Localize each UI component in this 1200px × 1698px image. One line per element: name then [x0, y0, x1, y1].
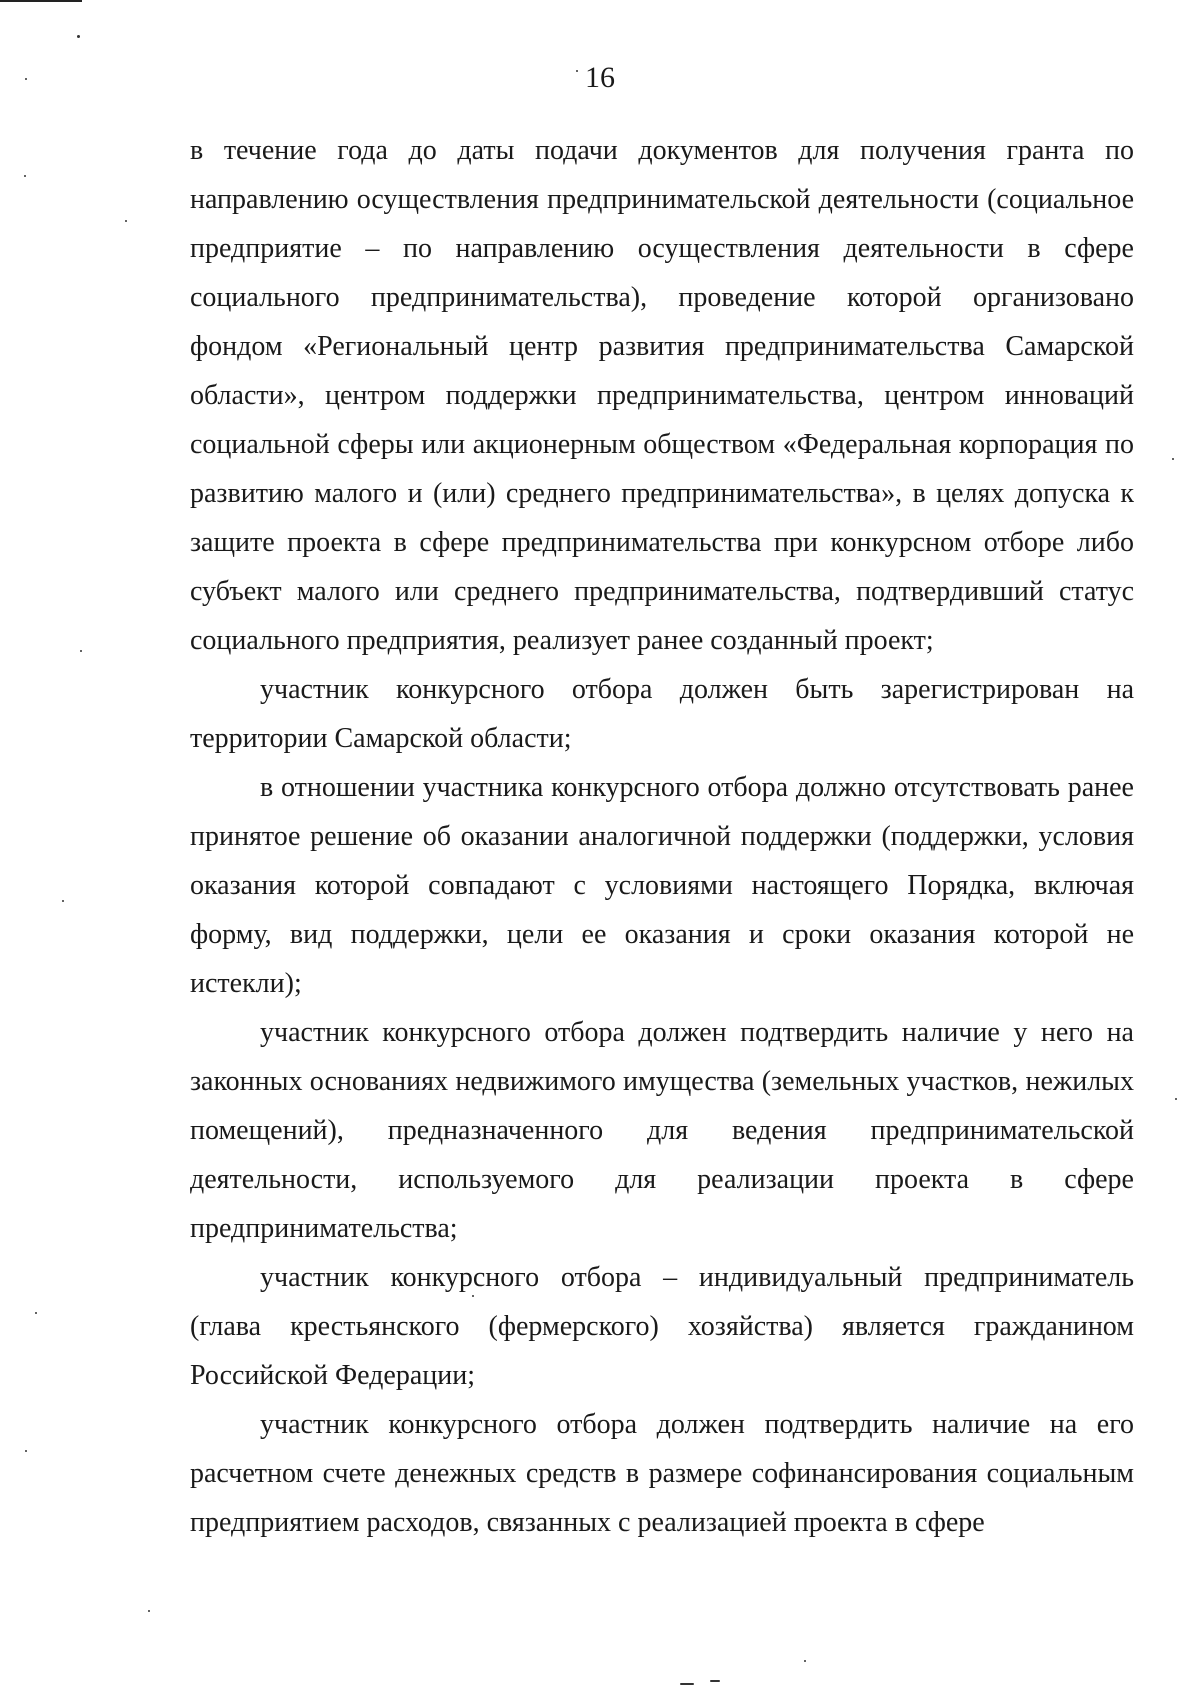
- paragraph: участник конкурсного отбора должен быть зарегистрирован на территории Самарской области;: [190, 674, 1134, 754]
- paragraph: участник конкурсного отбора должен подтвердить наличие у него на законных основаниях недвижимого имущества (земельных участков, нежилых помещений), предназначенного для ведения предпринимательской деятельности, используемого для реализации проекта в сфере предпринимательства;: [190, 1017, 1134, 1244]
- paragraph: в отношении участника конкурсного отбора должно отсутствовать ранее принятое решение об оказании аналогичной поддержки (поддержки, условия оказания которой совпадают с условиями настоящего Порядка, включая форму, вид поддержки, цели ее оказания и сроки оказания которой не истекли);: [190, 772, 1134, 999]
- scan-edge-line: [0, 0, 82, 2]
- paragraph: участник конкурсного отбора должен подтвердить наличие на его расчетном счете денежных средств в размере софинансирования социальным предприятием расходов, связанных с реализацией проекта в сфере: [190, 1409, 1134, 1538]
- page-number: 16: [585, 61, 615, 94]
- paragraph: в течение года до даты подачи документов для получения гранта по направлению осуществления предпринимательской деятельности (социальное предприятие – по направлению осуществления деятельности в сфере социального предпринимательства), проведение которой организовано фондом «Региональный центр развития предпринимательства Самарской области», центром поддержки предпринимательства, центром инноваций социальной сферы или акционерным обществом «Федеральная корпорация по развитию малого и (или) среднего предпринимательства», в целях допуска к защите проекта в сфере предпринимательства при конкурсном отборе либо субъект малого или среднего предпринимательства, подтвердивший статус социального предприятия, реализует ранее созданный проект;: [190, 135, 1134, 656]
- document-body: [190, 126, 1134, 1547]
- paragraph: участник конкурсного отбора – индивидуальный предприниматель (глава крестьянского (фермерского) хозяйства) является гражданином Российской Федерации;: [190, 1262, 1134, 1391]
